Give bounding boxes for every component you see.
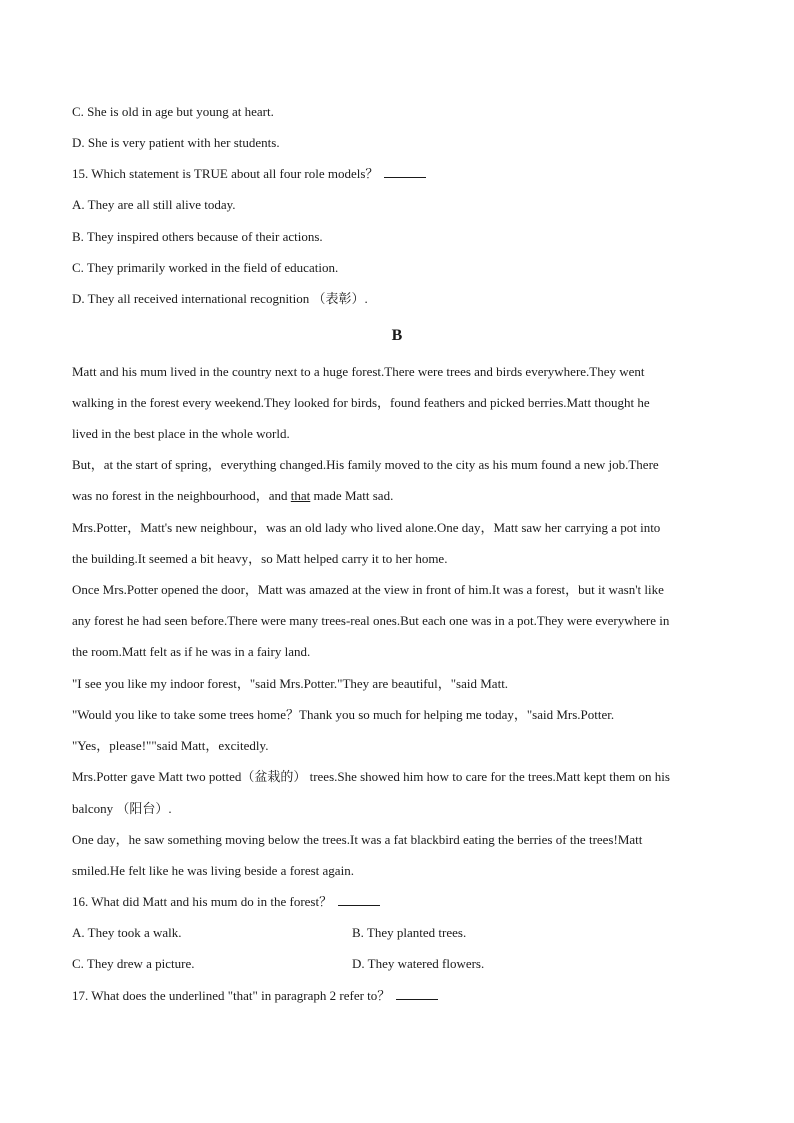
answer-blank [396, 988, 438, 1000]
passage-line: balcony （阳台）. [72, 801, 172, 816]
q16-options-row-1 [72, 925, 724, 941]
passage-line: "Would you like to take some trees home？Thank you so much for helping me today，"said Mrs.Potter. [72, 707, 615, 722]
passage-line: Matt and his mum lived in the country next to a huge forest.There were trees and birds everywhere.They went [72, 364, 645, 379]
passage-text: was no forest in the neighbourhood，and [72, 488, 291, 503]
q17-stem-text: 17. What does the underlined "that" in paragraph 2 refer to？ [72, 988, 391, 1003]
q16-option-c: C. They drew a picture. [72, 956, 195, 971]
passage-text: made Matt sad. [310, 488, 394, 503]
q16-stem-text: 16. What did Matt and his mum do in the forest？ [72, 894, 333, 909]
q15-option-c: C. They primarily worked in the field of education. [72, 260, 339, 275]
q16-stem [72, 894, 724, 910]
underlined-that: that [290, 488, 311, 503]
q15-stem-text: 15. Which statement is TRUE about all four role models？ [72, 166, 379, 181]
q17-stem [72, 988, 724, 1004]
passage-line: Mrs.Potter，Matt's new neighbour，was an old lady who lived alone.One day，Matt saw her carrying a pot into [72, 520, 661, 535]
passage-line: Once Mrs.Potter opened the door，Matt was amazed at the view in front of him.It was a forest，but it wasn't like [72, 582, 664, 597]
passage-line: But，at the start of spring，everything changed.His family moved to the city as his mum found a new job.There [72, 457, 659, 472]
q15-stem [72, 166, 724, 182]
q16-option-d: D. They watered flowers. [352, 956, 485, 971]
passage-line: "I see you like my indoor forest，"said Mrs.Potter."They are beautiful，"said Matt. [72, 676, 509, 691]
q16-option-a: A. They took a walk. [72, 925, 182, 940]
passage-line: One day，he saw something moving below the trees.It was a fat blackbird eating the berries of the trees!Matt [72, 832, 643, 847]
q14-option-c: C. She is old in age but young at heart. [72, 104, 274, 119]
q14-option-d: D. She is very patient with her students. [72, 135, 280, 150]
q15-option-a: A. They are all still alive today. [72, 197, 236, 212]
passage-line: smiled.He felt like he was living beside a forest again. [72, 863, 354, 878]
passage-line: the building.It seemed a bit heavy，so Matt helped carry it to her home. [72, 551, 448, 566]
passage-line: any forest he had seen before.There were many trees-real ones.But each one was in a pot.They were everywhere in [72, 613, 670, 628]
answer-blank [338, 894, 380, 906]
section-title: B [391, 327, 403, 344]
answer-blank [384, 166, 426, 178]
q16-option-b: B. They planted trees. [352, 925, 467, 940]
q15-option-d: D. They all received international recognition （表彰）. [72, 291, 368, 306]
passage-line: lived in the best place in the whole world. [72, 426, 290, 441]
passage-line: the room.Matt felt as if he was in a fairy land. [72, 644, 311, 659]
q15-option-b: B. They inspired others because of their actions. [72, 229, 323, 244]
passage-line [72, 488, 724, 504]
passage-line: Mrs.Potter gave Matt two potted（盆栽的） trees.She showed him how to care for the trees.Matt kept them on his [72, 769, 670, 784]
passage-line: "Yes，please!""said Matt，excitedly. [72, 738, 269, 753]
passage-line: walking in the forest every weekend.They looked for birds，found feathers and picked berries.Matt thought he [72, 395, 650, 410]
q16-options-row-2 [72, 956, 724, 972]
